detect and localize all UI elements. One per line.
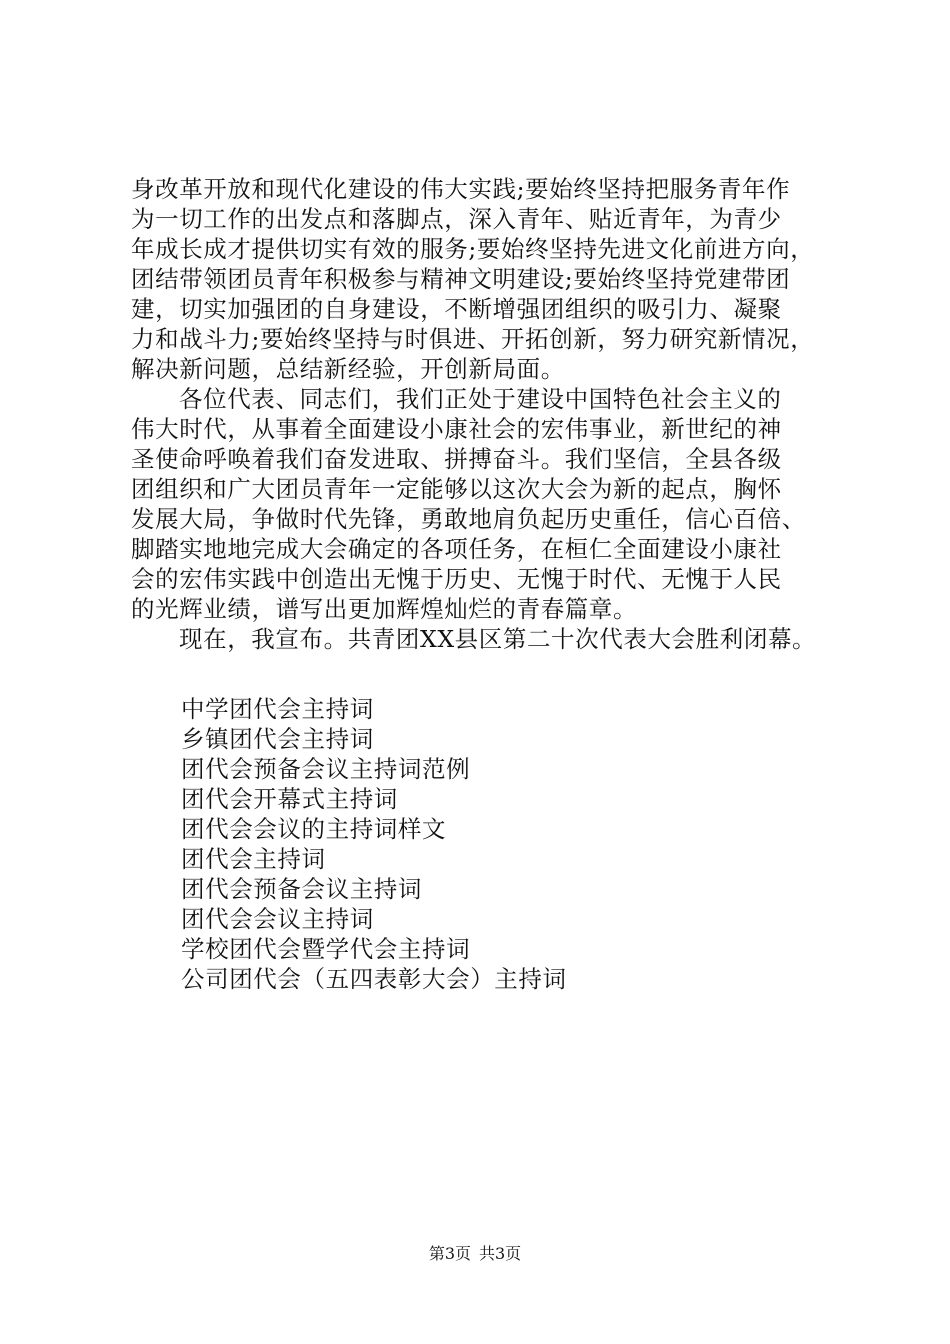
related-document-link[interactable]: 团代会开幕式主持词 — [181, 785, 398, 813]
body-line: 身改革开放和现代化建设的伟大实践;要始终坚持把服务青年作 — [131, 175, 791, 203]
body-line: 团组织和广大团员青年一定能够以这次大会为新的起点，胸怀 — [131, 475, 782, 503]
body-line: 力和战斗力;要始终坚持与时俱进、开拓创新，努力研究新情况， — [131, 325, 815, 353]
body-line: 会的宏伟实践中创造出无愧于历史、无愧于时代、无愧于人民 — [131, 565, 782, 593]
related-documents-list — [181, 694, 781, 994]
page-number-current: 第3页 — [428, 1244, 471, 1263]
body-line: 发展大局，争做时代先锋，勇敢地肩负起历史重任，信心百倍、 — [131, 505, 806, 533]
body-line: 为一切工作的出发点和落脚点，深入青年、贴近青年，为青少 — [131, 205, 782, 233]
body-line: 伟大时代，从事着全面建设小康社会的宏伟事业，新世纪的神 — [131, 415, 782, 443]
body-line: 脚踏实地地完成大会确定的各项任务，在桓仁全面建设小康社 — [131, 535, 782, 563]
related-document-link[interactable]: 团代会预备会议主持词范例 — [181, 755, 471, 783]
body-line: 的光辉业绩，谱写出更加辉煌灿烂的青春篇章。 — [131, 595, 638, 623]
body-line-paragraph-start: 各位代表、同志们，我们正处于建设中国特色社会主义的 — [179, 385, 782, 413]
related-document-link[interactable]: 团代会预备会议主持词 — [181, 875, 422, 903]
related-document-link[interactable]: 团代会会议主持词 — [181, 905, 374, 933]
page-number-total: 共3页 — [479, 1244, 522, 1263]
body-line: 圣使命呼唤着我们奋发进取、拼搏奋斗。我们坚信，全县各级 — [131, 445, 782, 473]
body-line: 解决新问题，总结新经验，开创新局面。 — [131, 355, 565, 383]
related-document-link[interactable]: 团代会主持词 — [181, 845, 326, 873]
body-text — [131, 174, 851, 654]
body-line: 建，切实加强团的自身建设，不断增强团组织的吸引力、凝聚 — [131, 295, 782, 323]
related-document-link[interactable]: 团代会会议的主持词样文 — [181, 815, 447, 843]
related-document-link[interactable]: 乡镇团代会主持词 — [181, 725, 374, 753]
related-document-link[interactable]: 中学团代会主持词 — [181, 695, 374, 723]
related-document-link[interactable]: 公司团代会（五四表彰大会）主持词 — [181, 965, 567, 993]
body-line-paragraph-start: 现在，我宣布。共青团XX县区第二十次代表大会胜利闭幕。 — [179, 625, 817, 653]
related-document-link[interactable]: 学校团代会暨学代会主持词 — [181, 935, 471, 963]
body-line: 年成长成才提供切实有效的服务;要始终坚持先进文化前进方向， — [131, 235, 815, 263]
page-footer — [0, 1244, 950, 1264]
body-line: 团结带领团员青年积极参与精神文明建设;要始终坚持党建带团 — [131, 265, 791, 293]
